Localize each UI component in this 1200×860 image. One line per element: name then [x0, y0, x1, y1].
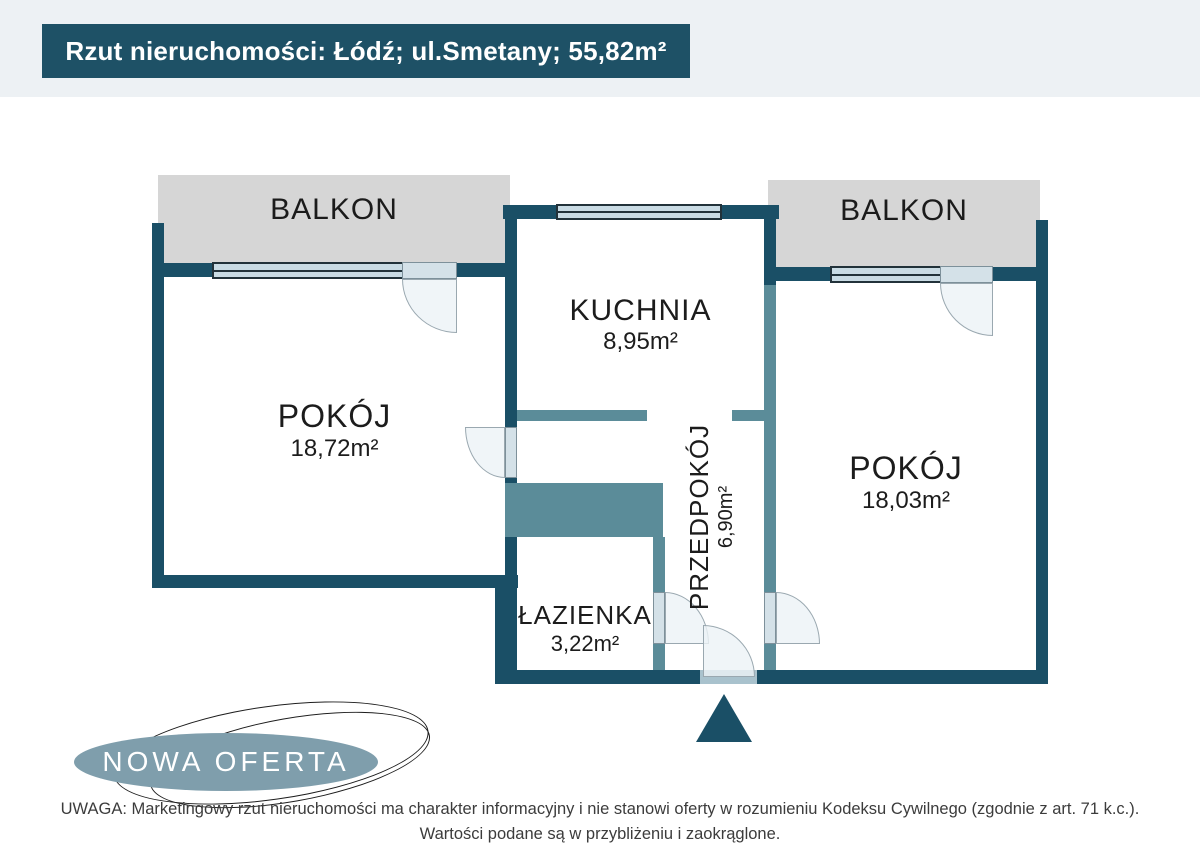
room-area: 6,90m²: [715, 485, 737, 549]
balcony-door-arc-right: [940, 283, 993, 336]
room-label-pokoj-right: [776, 450, 1036, 515]
room-area: 8,95m²: [603, 328, 678, 355]
balcony-right: [768, 180, 1040, 267]
window-kitchen: [556, 204, 722, 220]
door-leaf-right-room: [764, 592, 776, 644]
room-area: 3,22m²: [550, 631, 620, 656]
partition-hallway-right-stub: [764, 643, 776, 670]
balcony-left: [158, 175, 510, 263]
room-name: POKÓJ: [849, 450, 963, 486]
balcony-door-arc-left: [402, 279, 457, 333]
partition-kitchen-bottom-left: [517, 410, 647, 421]
room-name: ŁAZIENKA: [518, 600, 652, 630]
room-label-przedpokoj: [684, 407, 738, 627]
window-mullion: [558, 211, 720, 213]
nowa-oferta-stamp: [74, 733, 378, 791]
disclaimer: [0, 797, 1200, 847]
disclaimer-line2: Wartości podane są w przybliżeniu i zaokrąglone.: [419, 824, 781, 843]
balcony-right-label: BALKON: [840, 194, 968, 227]
partition-bathroom-right: [653, 537, 665, 592]
entrance-arrow-icon: [696, 694, 752, 742]
built-in-wardrobe-block: [505, 483, 663, 537]
disclaimer-line1: UWAGA: Marketingowy rzut nieruchomości ma charakter informacyjny i nie stanowi oferty w rozumieniu Kodeksu Cywilnego (zgodnie z art. 71 k.c.).: [60, 800, 1140, 818]
room-label-lazienka: [500, 600, 670, 657]
door-arc-right-room: [776, 592, 820, 644]
entrance-door-arc: [703, 625, 755, 677]
balcony-left-label: BALKON: [270, 193, 398, 226]
door-leaf-left-room: [505, 427, 517, 478]
plan-title-text: Rzut nieruchomości: Łódź; ul.Smetany; 55,82m²: [65, 35, 667, 66]
wall-bottom-left-room: [152, 575, 518, 588]
room-area: 18,03m²: [861, 487, 951, 514]
wall-kitchen-left: [505, 205, 517, 427]
room-name: PRZEDPOKÓJ: [684, 423, 714, 611]
wall-right-exterior: [1036, 220, 1048, 684]
room-area: 18,72m²: [290, 435, 379, 462]
room-name: POKÓJ: [277, 398, 392, 434]
stamp-label: NOWA OFERTA: [102, 746, 350, 777]
balcony-door-leaf-left: [402, 262, 457, 279]
balcony-door-leaf-right: [940, 266, 993, 283]
wall-bottom-exterior: [495, 670, 1048, 684]
room-label-pokoj-left: [164, 398, 505, 463]
room-name: KUCHNIA: [569, 294, 712, 327]
wall-left-exterior: [152, 223, 164, 588]
partition-hallway-right: [764, 285, 776, 592]
room-label-kuchnia: [517, 294, 764, 356]
wall-hallway-right-upper: [764, 205, 776, 285]
